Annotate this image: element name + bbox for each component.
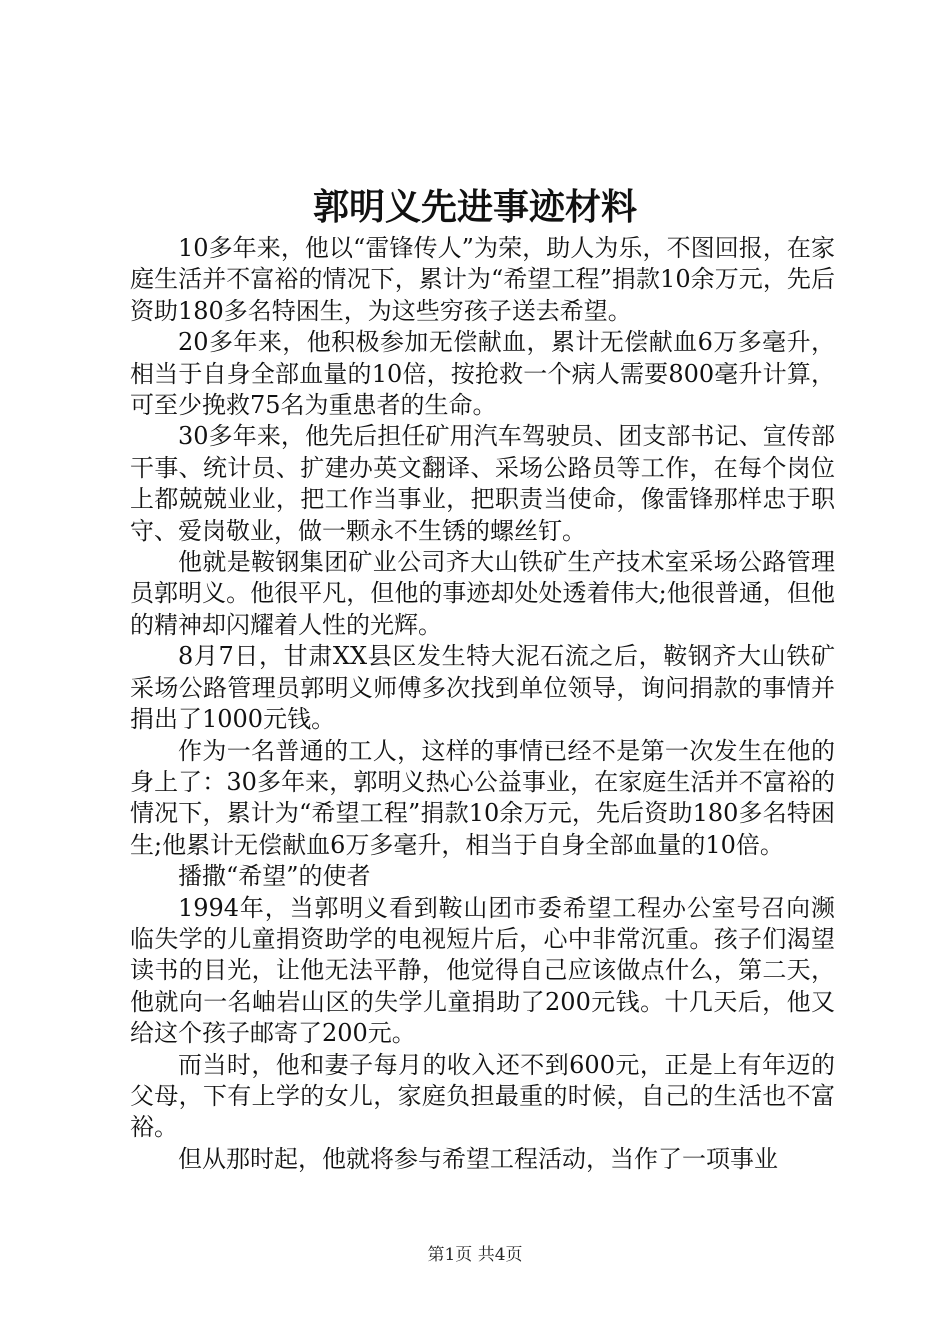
paragraph: 1994年，当郭明义看到鞍山团市委希望工程办公室号召向濒临失学的儿童捐资助学的电视短片后，心中非常沉重。孩子们渴望读书的目光，让他无法平静，他觉得自己应该做点什么，第二天，他就向一名岫岩山区的失学儿童捐助了200元钱。十几天后，他又给这个孩子邮寄了200元。 — [130, 893, 835, 1048]
document-body — [130, 233, 835, 1175]
paragraph: 30多年来，他先后担任矿用汽车驾驶员、团支部书记、宣传部干事、统计员、扩建办英文翻译、采场公路员等工作，在每个岗位上都兢兢业业，把工作当事业，把职责当使命，像雷锋那样忠于职守、爱岗敬业，做一颗永不生锈的螺丝钉。 — [130, 422, 835, 545]
paragraph: 他就是鞍钢集团矿业公司齐大山铁矿生产技术室采场公路管理员郭明义。他很平凡，但他的事迹却处处透着伟大;他很普通，但他的精神却闪耀着人性的光辉。 — [130, 548, 835, 639]
page-number-footer: 第1页 共4页 — [427, 1245, 523, 1265]
paragraph: 而当时，他和妻子每月的收入还不到600元，正是上有年迈的父母，下有上学的女儿，家庭负担最重的时候，自己的生活也不富裕。 — [130, 1050, 835, 1142]
paragraph: 20多年来，他积极参加无偿献血，累计无偿献血6万多毫升，相当于自身全部血量的10倍，按抢救一个病人需要800毫升计算，可至少挽救75名为重患者的生命。 — [130, 328, 835, 420]
paragraph: 但从那时起，他就将参与希望工程活动，当作了一项事业 — [178, 1144, 778, 1173]
section-heading: 播撒“希望”的使者 — [178, 862, 371, 891]
paragraph: 10多年来，他以“雷锋传人”为荣，助人为乐，不图回报，在家庭生活并不富裕的情况下，累计为“希望工程”捐款10余万元，先后资助180多名特困生，为这些穷孩子送去希望。 — [130, 234, 835, 325]
paragraph: 作为一名普通的工人，这样的事情已经不是第一次发生在他的身上了：30多年来，郭明义热心公益事业，在家庭生活并不富裕的情况下，累计为“希望工程”捐款10余万元，先后资助180多名特困生;他累计无偿献血6万多毫升，相当于自身全部血量的10倍。 — [130, 736, 835, 859]
document-title: 郭明义先进事迹材料 — [312, 186, 637, 228]
paragraph: 8月7日，甘肃XX县区发生特大泥石流之后，鞍钢齐大山铁矿采场公路管理员郭明义师傅多次找到单位领导，询问捐款的事情并捐出了1000元钱。 — [130, 642, 835, 734]
